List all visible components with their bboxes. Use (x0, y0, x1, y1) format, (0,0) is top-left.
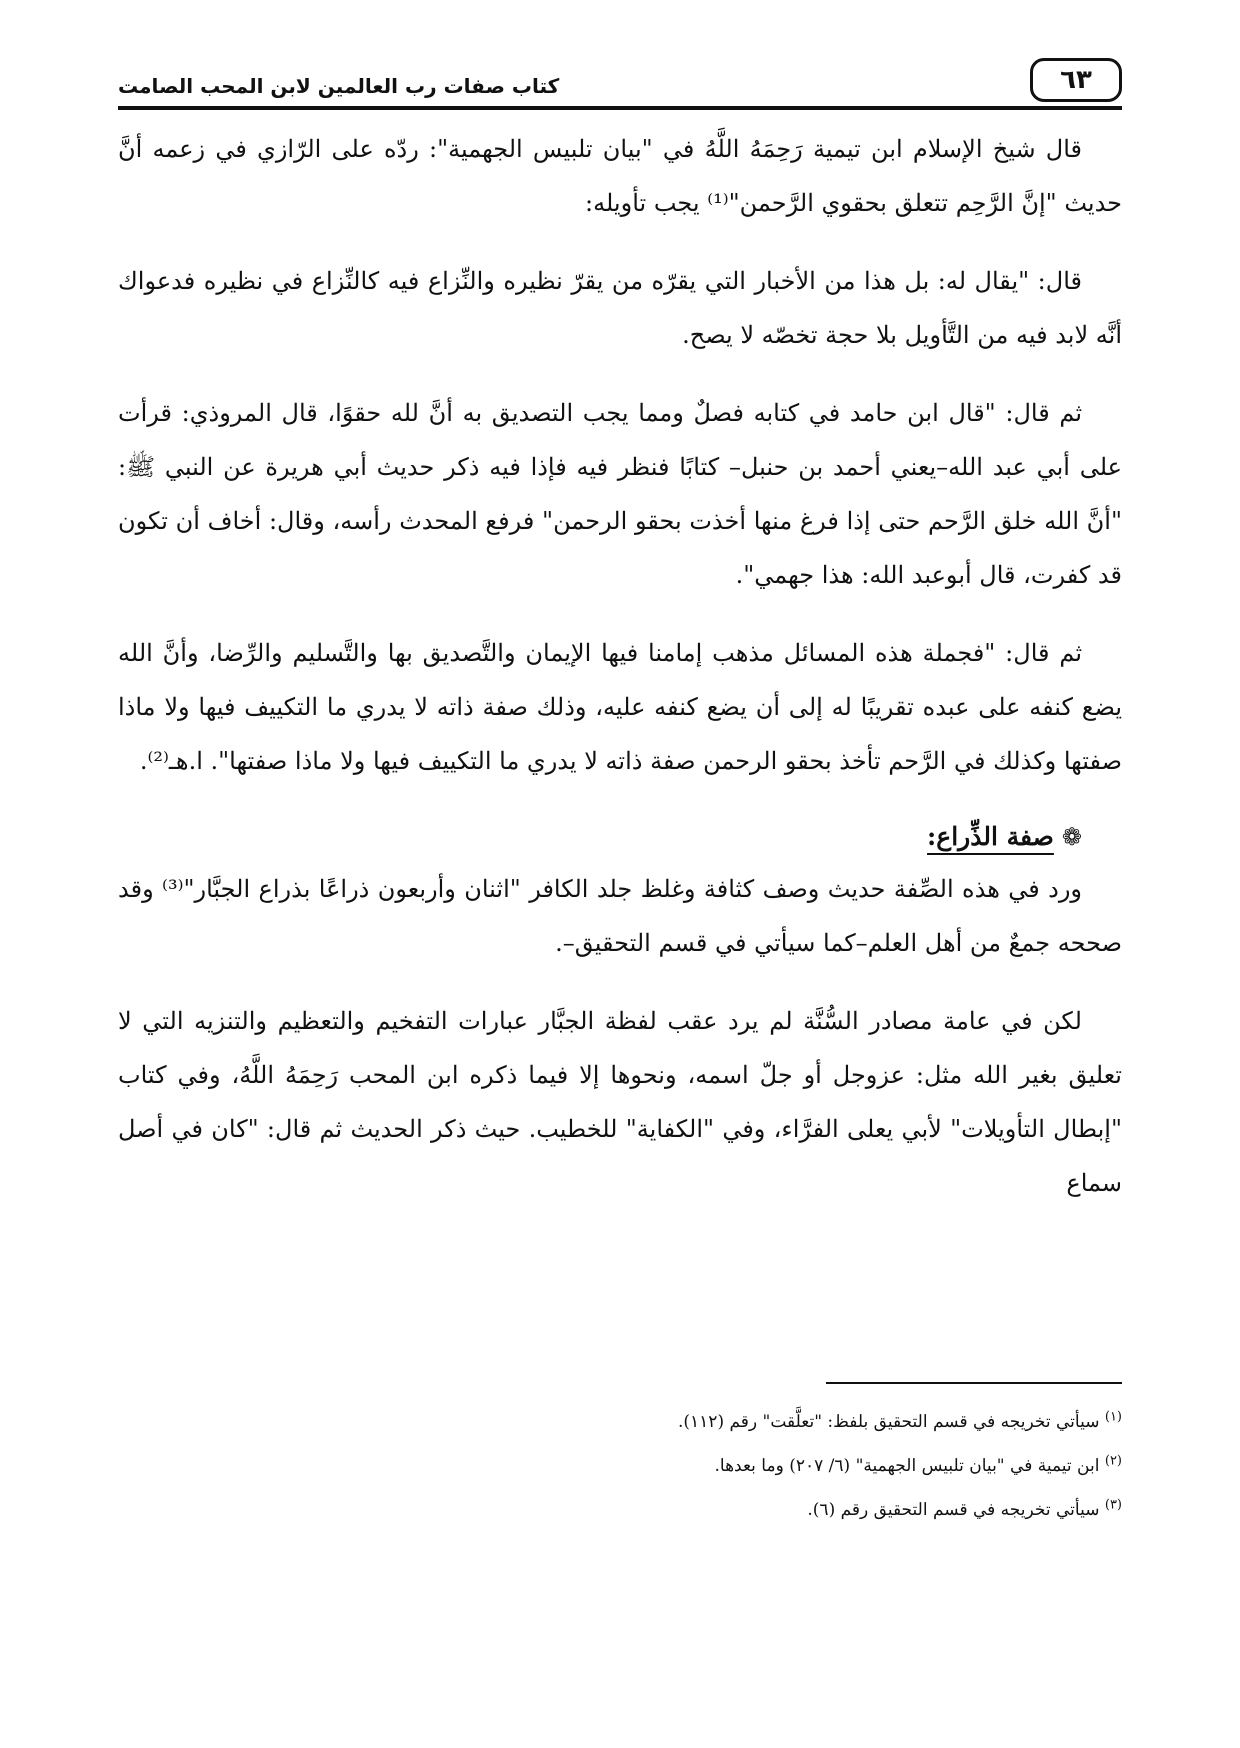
footnotes (118, 1400, 1122, 1532)
paragraph-1: قال شيخ الإسلام ابن تيمية رَحِمَهُ اللَّهُ في "بيان تلبيس الجهمية": ردّه على الرّازي في زعمه أنَّ حديث "إنَّ الرَّحِم تتعلق بحقوي الرَّحمن"⁽¹⁾ يجب تأويله: (118, 135, 1122, 217)
footnote-mark: (١) (1104, 1409, 1122, 1425)
main-text (118, 122, 1122, 1210)
footnote-text: ابن تيمية في "بيان تلبيس الجهمية" (٦/ ٢٠٧) وما بعدها. (714, 1456, 1100, 1476)
footnote-text: سيأتي تخريجه في قسم التحقيق بلفظ: "تعلَّقت" رقم (١١٢). (677, 1412, 1100, 1432)
footnote-1 (118, 1400, 1122, 1444)
section-heading-label: صفة الذِّراع: (927, 822, 1054, 851)
running-title: كتاب صفات رب العالمين لابن المحب الصامت (118, 74, 560, 98)
paragraph-3: ثم قال: "قال ابن حامد في كتابه فصلٌ ومما يجب التصديق به أنَّ لله حقوًا، قال المروذي: قرأت على أبي عبد الله–يعني أحمد بن حنبل– كتابًا فنظر فيه فإذا فيه ذكر حديث أبي هريرة عن النبي ﷺ: "أنَّ الله خلق الرَّحم حتى إذا فرغ منها أخذت بحقو الرحمن" فرفع المحدث رأسه، وقال: أخاف أن تكون قد كفرت، قال أبوعبد الله: هذا جهمي". (118, 399, 1122, 589)
footnote-mark: (٢) (1104, 1453, 1122, 1469)
section-heading (118, 812, 1122, 862)
paragraph-4: ثم قال: "فجملة هذه المسائل مذهب إمامنا فيها الإيمان والتَّصديق بها والتَّسليم والرِّضا، وأنَّ الله يضع كنفه على عبده تقريبًا له إلى أن يضع كنفه عليه، وذلك صفة ذاته لا يدري ما التكييف فيها ولا ماذا صفتها وكذلك في الرَّحم تأخذ بحقو الرحمن صفة ذاته لا يدري ما التكييف فيها ولا ماذا صفتها". ا.هـ⁽²⁾. (118, 639, 1122, 775)
page-header (118, 48, 1122, 110)
footnote-mark: (٣) (1104, 1497, 1122, 1513)
footnote-text: سيأتي تخريجه في قسم التحقيق رقم (٦). (807, 1500, 1100, 1520)
header-rule (118, 106, 1122, 110)
footnote-rule (826, 1382, 1122, 1384)
footnote-3 (118, 1488, 1122, 1532)
page-number: ٦٣ (1030, 58, 1122, 102)
paragraph-5: ورد في هذه الصِّفة حديث وصف كثافة وغلظ جلد الكافر "اثنان وأربعون ذراعًا بذراع الجبَّار"⁽³⁾ وقد صححه جمعٌ من أهل العلم–كما سيأتي في قسم التحقيق–. (118, 875, 1122, 957)
paragraph-6: لكن في عامة مصادر السُّنَّة لم يرد عقب لفظة الجبَّار عبارات التفخيم والتعظيم والتنزيه التي لا تعليق بغير الله مثل: عزوجل أو جلّ اسمه، ونحوها إلا فيما ذكره ابن المحب رَحِمَهُ اللَّهُ، وفي كتاب "إبطال التأويلات" لأبي يعلى الفرَّاء، وفي "الكفاية" للخطيب. حيث ذكر الحديث ثم قال: "كان في أصل سماع (118, 1007, 1122, 1197)
footnote-2 (118, 1444, 1122, 1488)
paragraph-2: قال: "يقال له: بل هذا من الأخبار التي يقرّه من يقرّ نظيره والنِّزاع فيه كالنِّزاع في نظيره فدعواك أنَّه لابد فيه من التَّأويل بلا حجة تخصّه لا يصح. (118, 267, 1122, 349)
flower-ornament-icon: ❁ (1061, 823, 1082, 851)
